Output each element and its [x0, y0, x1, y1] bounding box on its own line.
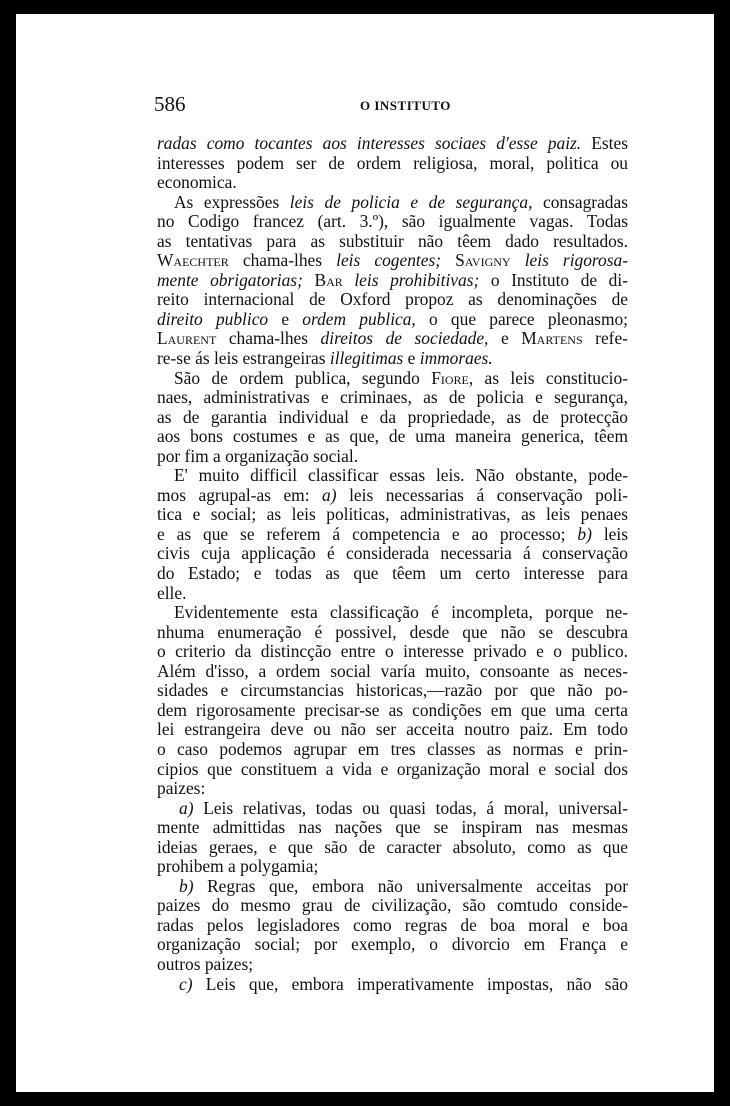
text-line — [157, 349, 628, 369]
text-line — [157, 154, 628, 174]
text-line — [157, 877, 628, 897]
text-segment: tica e social; as leis politicas, administrativas, as leis penaes — [157, 504, 628, 525]
text-segment — [343, 270, 355, 290]
text-segment: no Codigo francez (art. 3.º), são igualmente vagas. Todas — [157, 211, 628, 232]
text-segment — [303, 270, 315, 290]
text-segment: refe- — [582, 328, 628, 349]
text-line — [157, 369, 628, 389]
text-segment: e — [488, 328, 522, 349]
text-segment: e — [268, 308, 303, 329]
text-line — [157, 720, 628, 740]
text-segment: Waechter — [157, 250, 229, 271]
text-line — [157, 212, 628, 232]
text-line — [157, 251, 628, 271]
text-line — [157, 896, 628, 916]
text-segment: radas como tocantes aos interesses sociaes d'esse paiz. — [157, 133, 582, 153]
text-segment: cipios que constituem a vida e organização moral e social dos — [157, 758, 628, 779]
text-line — [157, 466, 628, 486]
text-line — [157, 310, 628, 330]
text-segment: Savigny — [455, 250, 511, 271]
text-line — [157, 173, 628, 193]
book-page — [16, 14, 714, 1092]
text-line — [157, 779, 628, 799]
text-segment: prohibem a polygamia; — [157, 856, 319, 877]
text-segment: direitos de sociedade, — [320, 328, 489, 349]
text-segment: o caso podemos agrupar em tres classes as normas e prin- — [157, 738, 628, 759]
text-segment: Leis que, embora imperativamente impostas, não são — [192, 973, 628, 994]
text-line — [157, 134, 628, 154]
body-text — [157, 134, 628, 994]
text-segment: outros paizes; — [157, 953, 254, 974]
text-segment: a) — [322, 484, 337, 505]
text-line — [157, 623, 628, 643]
text-segment: e as que se referem á competencia e ao processo; — [157, 523, 578, 544]
text-line — [157, 388, 628, 408]
text-line — [157, 408, 628, 428]
text-line — [157, 290, 628, 310]
text-line — [157, 818, 628, 838]
text-segment: reito internacional de Oxford propoz as denominações de — [157, 289, 628, 310]
text-segment: elle. — [157, 582, 187, 603]
text-segment: Leis relativas, todas ou quasi todas, á moral, universal- — [193, 797, 628, 818]
text-line — [157, 486, 628, 506]
text-line — [157, 740, 628, 760]
text-segment: leis rigorosa- — [524, 250, 628, 271]
text-segment: dem rigorosamente precisar-se as condições em que uma certa — [157, 699, 628, 720]
text-segment — [511, 250, 525, 270]
text-segment: organização social; por exemplo, o divorcio em França e — [157, 934, 628, 955]
text-segment: civis cuja applicação é considerada necessaria á conservação — [157, 543, 628, 564]
text-segment: mente admittidas nas nações que se inspiram nas mesmas — [157, 817, 628, 838]
text-line — [157, 271, 628, 291]
text-segment: direito publico — [157, 308, 269, 329]
text-segment: mos agrupal-as em: — [157, 484, 323, 505]
text-segment: E' muito difficil classificar essas leis. Não obstante, pode- — [174, 465, 628, 486]
text-segment: as tentativas para as substituir não têem dado resultados. — [157, 230, 628, 251]
text-segment: Laurent — [157, 328, 217, 349]
text-segment: As expressões — [174, 191, 290, 212]
text-segment: c) — [179, 973, 193, 994]
text-segment: illegitimas — [329, 348, 404, 369]
text-segment: paizes: — [157, 778, 206, 799]
text-segment: consagradas — [532, 191, 628, 212]
text-segment: leis de policia e de segurança, — [289, 191, 533, 212]
text-line — [157, 681, 628, 701]
text-line — [157, 193, 628, 213]
text-segment: Regras que, embora não universalmente acceitas por — [193, 875, 628, 896]
text-segment: Evidentemente esta classificação é incompleta, porque ne- — [174, 602, 628, 623]
page-number: 586 — [154, 92, 186, 116]
text-segment: b) — [577, 523, 592, 544]
text-line — [157, 975, 628, 995]
text-segment — [441, 250, 455, 270]
text-line — [157, 935, 628, 955]
text-line — [157, 857, 628, 877]
text-segment: paizes do mesmo grau de civilização, são comtudo conside- — [157, 895, 628, 916]
text-segment: , as leis constitucio- — [468, 367, 628, 388]
text-line — [157, 525, 628, 545]
text-line — [157, 232, 628, 252]
text-segment: b) — [179, 875, 194, 896]
text-segment: leis cogentes; — [336, 250, 442, 271]
text-segment: aos bons costumes e as que, de uma maneira generica, têem — [157, 426, 628, 447]
text-segment: leis — [591, 523, 628, 544]
text-segment: radas pelos legisladores como regras de boa moral e boa — [157, 914, 628, 935]
text-segment: chama-lhes — [228, 250, 337, 271]
text-segment: as de garantia individual e da propriedade, as de protecção — [157, 406, 628, 427]
text-segment: ideias geraes, e que são de caracter absoluto, como as que — [157, 836, 628, 857]
text-segment: chama-lhes — [216, 328, 321, 349]
text-line — [157, 603, 628, 623]
text-segment: São de ordem publica, segundo — [174, 367, 432, 388]
text-segment: Martens — [521, 328, 583, 349]
text-line — [157, 544, 628, 564]
text-segment: a) — [179, 797, 194, 818]
text-segment: o criterio da distincção entre o interesse privado e o publico. — [157, 641, 628, 662]
text-line — [157, 701, 628, 721]
text-line — [157, 564, 628, 584]
text-segment: re-se ás leis estrangeiras — [157, 348, 330, 369]
text-segment: interesses podem ser de ordem religiosa, moral, politica ou — [157, 152, 628, 173]
text-line — [157, 642, 628, 662]
text-line — [157, 799, 628, 819]
text-segment: naes, administrativas e criminaes, as de policia e segurança, — [157, 387, 628, 408]
text-line — [157, 447, 628, 467]
text-segment: mente obrigatorias; — [157, 269, 303, 290]
text-segment: o Instituto de di- — [479, 269, 629, 290]
text-segment: leis necessarias á conservação poli- — [336, 484, 628, 505]
text-line — [157, 329, 628, 349]
text-line — [157, 427, 628, 447]
text-segment: do Estado; e todas as que têem um certo interesse para — [157, 563, 628, 584]
text-segment: Bar — [314, 269, 343, 290]
text-segment: economica. — [157, 172, 237, 193]
running-title: O INSTITUTO — [360, 98, 451, 113]
text-segment: e — [403, 348, 420, 369]
text-line — [157, 760, 628, 780]
text-line — [157, 916, 628, 936]
text-segment: Estes — [581, 133, 628, 153]
page-header — [154, 92, 654, 122]
text-segment: nhuma enumeração é possivel, desde que não se descubra — [157, 621, 628, 642]
text-line — [157, 838, 628, 858]
text-line — [157, 955, 628, 975]
text-segment: o que parece pleonasmo; — [415, 308, 628, 329]
text-line — [157, 505, 628, 525]
text-segment: leis prohibitivas; — [354, 269, 480, 290]
text-line — [157, 584, 628, 604]
text-segment: immoraes. — [419, 348, 493, 369]
text-segment: lei estrangeira deve ou não ser acceita noutro paiz. Em todo — [157, 719, 628, 740]
text-line — [157, 662, 628, 682]
text-segment: sidades e circumstancias historicas,—razão por que não po- — [157, 680, 628, 701]
text-segment: Fiore — [431, 367, 469, 388]
text-segment: Além d'isso, a ordem social varía muito, consoante as neces- — [157, 660, 628, 681]
text-segment: ordem publica, — [302, 308, 416, 329]
text-segment: por fim a organização social. — [157, 445, 359, 466]
